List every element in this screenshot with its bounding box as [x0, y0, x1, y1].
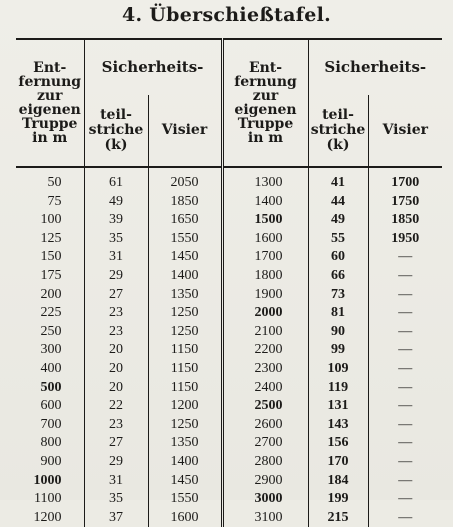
right-visier-cell: —: [368, 304, 442, 323]
left-teilstriche-cell: 49: [84, 193, 148, 212]
table-row: [16, 193, 442, 212]
right-teilstriche-cell: 109: [308, 360, 368, 379]
right-visier-cell: —: [368, 323, 442, 342]
left-entfernung-cell: 300: [40, 342, 62, 358]
left-entfernung-cell: 125: [40, 230, 62, 246]
right-entfernung-cell: 2500: [222, 397, 308, 416]
right-entfernung-cell: 1700: [222, 248, 308, 267]
right-entfernung-cell: 2200: [222, 341, 308, 360]
left-teilstriche-cell: 31: [84, 472, 148, 491]
table-row: [16, 211, 442, 230]
right-teilstriche-cell: 90: [308, 323, 368, 342]
table-row: [16, 434, 442, 453]
left-teilstriche-cell: 22: [84, 397, 148, 416]
left-visier-cell: 1450: [148, 472, 222, 491]
right-visier-cell: —: [368, 286, 442, 305]
right-visier-cell: 1700: [368, 167, 442, 193]
left-teilstriche-cell: 20: [84, 379, 148, 398]
table-row: [16, 304, 442, 323]
left-teilstriche-cell: 23: [84, 416, 148, 435]
left-teilstriche-cell: 29: [84, 267, 148, 286]
header-visier-right: Visier: [368, 95, 442, 167]
firing-table-wrapper: [16, 38, 442, 525]
left-entfernung-cell: 50: [47, 175, 62, 190]
right-teilstriche-cell: 131: [308, 397, 368, 416]
table-row: [16, 323, 442, 342]
right-entfernung-cell: 2100: [222, 323, 308, 342]
header-teilstriche-right: teil- striche (k): [308, 95, 368, 167]
header-teilstriche-left: teil- striche (k): [84, 95, 148, 167]
table-row: [16, 453, 442, 472]
right-entfernung-cell: 1600: [222, 230, 308, 249]
right-entfernung-cell: 2900: [222, 472, 308, 491]
left-teilstriche-cell: 35: [84, 230, 148, 249]
left-teilstriche-cell: 61: [84, 167, 148, 193]
right-visier-cell: —: [368, 341, 442, 360]
right-entfernung-cell: 1500: [222, 211, 308, 230]
left-visier-cell: 1350: [148, 434, 222, 453]
left-entfernung-cell: 700: [40, 416, 62, 432]
right-entfernung-cell: 2600: [222, 416, 308, 435]
left-entfernung-cell: 1000: [33, 472, 62, 488]
left-visier-cell: 1150: [148, 379, 222, 398]
table-row: [16, 167, 442, 193]
left-entfernung-cell: 800: [40, 435, 62, 451]
left-entfernung-cell: 225: [40, 305, 62, 321]
page-title: 4. Überschießtafel.: [121, 4, 332, 26]
left-visier-cell: 1550: [148, 230, 222, 249]
left-entfernung-cell: 100: [40, 212, 62, 228]
right-teilstriche-cell: 81: [308, 304, 368, 323]
right-teilstriche-cell: 41: [308, 167, 368, 193]
table-row: [16, 397, 442, 416]
header-visier-left: Visier: [148, 95, 222, 167]
left-teilstriche-cell: 31: [84, 248, 148, 267]
right-teilstriche-cell: 60: [308, 248, 368, 267]
right-teilstriche-cell: 215: [308, 509, 368, 527]
left-entfernung-cell: 1100: [34, 491, 62, 507]
right-teilstriche-cell: 66: [308, 267, 368, 286]
table-row: [16, 416, 442, 435]
left-teilstriche-cell: 35: [84, 490, 148, 509]
right-entfernung-cell: 2700: [222, 434, 308, 453]
right-entfernung-cell: 1900: [222, 286, 308, 305]
table-row: [16, 341, 442, 360]
table-row: [16, 248, 442, 267]
left-teilstriche-cell: 20: [84, 341, 148, 360]
right-teilstriche-cell: 44: [308, 193, 368, 212]
header-entfernung-left: Ent- fernung zur eigenen Truppe in m: [16, 39, 84, 167]
left-visier-cell: 1650: [148, 211, 222, 230]
left-entfernung-cell: 250: [40, 323, 62, 339]
right-visier-cell: 1950: [368, 230, 442, 249]
left-visier-cell: 1200: [148, 397, 222, 416]
left-visier-cell: 1250: [148, 304, 222, 323]
right-teilstriche-cell: 143: [308, 416, 368, 435]
header-sicherheits-left: Sicherheits-: [84, 39, 222, 95]
left-entfernung-cell: 75: [47, 193, 62, 209]
right-teilstriche-cell: 156: [308, 434, 368, 453]
right-teilstriche-cell: 73: [308, 286, 368, 305]
right-entfernung-cell: 1400: [222, 193, 308, 212]
right-entfernung-cell: 1300: [222, 167, 308, 193]
table-row: [16, 509, 442, 527]
left-visier-cell: 1250: [148, 416, 222, 435]
right-visier-cell: —: [368, 360, 442, 379]
right-teilstriche-cell: 55: [308, 230, 368, 249]
left-entfernung-cell: 200: [40, 286, 62, 302]
left-teilstriche-cell: 23: [84, 304, 148, 323]
left-teilstriche-cell: 39: [84, 211, 148, 230]
left-visier-cell: 1350: [148, 286, 222, 305]
right-teilstriche-cell: 119: [308, 379, 368, 398]
left-teilstriche-cell: 27: [84, 286, 148, 305]
left-teilstriche-cell: 29: [84, 453, 148, 472]
header-entfernung-right: Ent- fernung zur eigenen Truppe in m: [222, 39, 308, 167]
left-teilstriche-cell: 23: [84, 323, 148, 342]
left-visier-cell: 1550: [148, 490, 222, 509]
right-visier-cell: —: [368, 248, 442, 267]
right-entfernung-cell: 2800: [222, 453, 308, 472]
right-visier-cell: —: [368, 379, 442, 398]
table-row: [16, 360, 442, 379]
left-teilstriche-cell: 37: [84, 509, 148, 527]
right-visier-cell: —: [368, 453, 442, 472]
left-entfernung-cell: 1200: [33, 509, 62, 525]
right-entfernung-cell: 2400: [222, 379, 308, 398]
left-visier-cell: 1250: [148, 323, 222, 342]
left-visier-cell: 1450: [148, 248, 222, 267]
table-row: [16, 267, 442, 286]
left-entfernung-cell: 600: [40, 398, 62, 414]
right-teilstriche-cell: 49: [308, 211, 368, 230]
right-entfernung-cell: 2300: [222, 360, 308, 379]
right-visier-cell: —: [368, 490, 442, 509]
left-entfernung-cell: 500: [40, 379, 62, 395]
table-row: [16, 286, 442, 305]
left-visier-cell: 1850: [148, 193, 222, 212]
right-teilstriche-cell: 170: [308, 453, 368, 472]
firing-table: [16, 38, 442, 527]
table-body: [16, 167, 442, 527]
right-teilstriche-cell: 184: [308, 472, 368, 491]
left-entfernung-cell: 150: [40, 249, 62, 265]
table-row: [16, 379, 442, 398]
table-row: [16, 472, 442, 491]
right-entfernung-cell: 3100: [222, 509, 308, 527]
right-visier-cell: —: [368, 434, 442, 453]
right-visier-cell: 1750: [368, 193, 442, 212]
right-entfernung-cell: 1800: [222, 267, 308, 286]
left-visier-cell: 2050: [148, 167, 222, 193]
right-visier-cell: —: [368, 267, 442, 286]
right-entfernung-cell: 3000: [222, 490, 308, 509]
header-sicherheits-right: Sicherheits-: [308, 39, 442, 95]
left-teilstriche-cell: 27: [84, 434, 148, 453]
right-visier-cell: —: [368, 472, 442, 491]
table-row: [16, 230, 442, 249]
left-entfernung-cell: 175: [40, 267, 62, 283]
left-visier-cell: 1600: [148, 509, 222, 527]
right-visier-cell: —: [368, 416, 442, 435]
right-teilstriche-cell: 99: [308, 341, 368, 360]
left-teilstriche-cell: 20: [84, 360, 148, 379]
left-visier-cell: 1150: [148, 360, 222, 379]
right-entfernung-cell: 2000: [222, 304, 308, 323]
table-row: [16, 490, 442, 509]
left-entfernung-cell: 400: [40, 360, 62, 376]
right-teilstriche-cell: 199: [308, 490, 368, 509]
left-visier-cell: 1400: [148, 453, 222, 472]
right-visier-cell: —: [368, 509, 442, 527]
left-visier-cell: 1400: [148, 267, 222, 286]
right-visier-cell: —: [368, 397, 442, 416]
left-entfernung-cell: 900: [40, 453, 62, 469]
left-visier-cell: 1150: [148, 341, 222, 360]
right-visier-cell: 1850: [368, 211, 442, 230]
